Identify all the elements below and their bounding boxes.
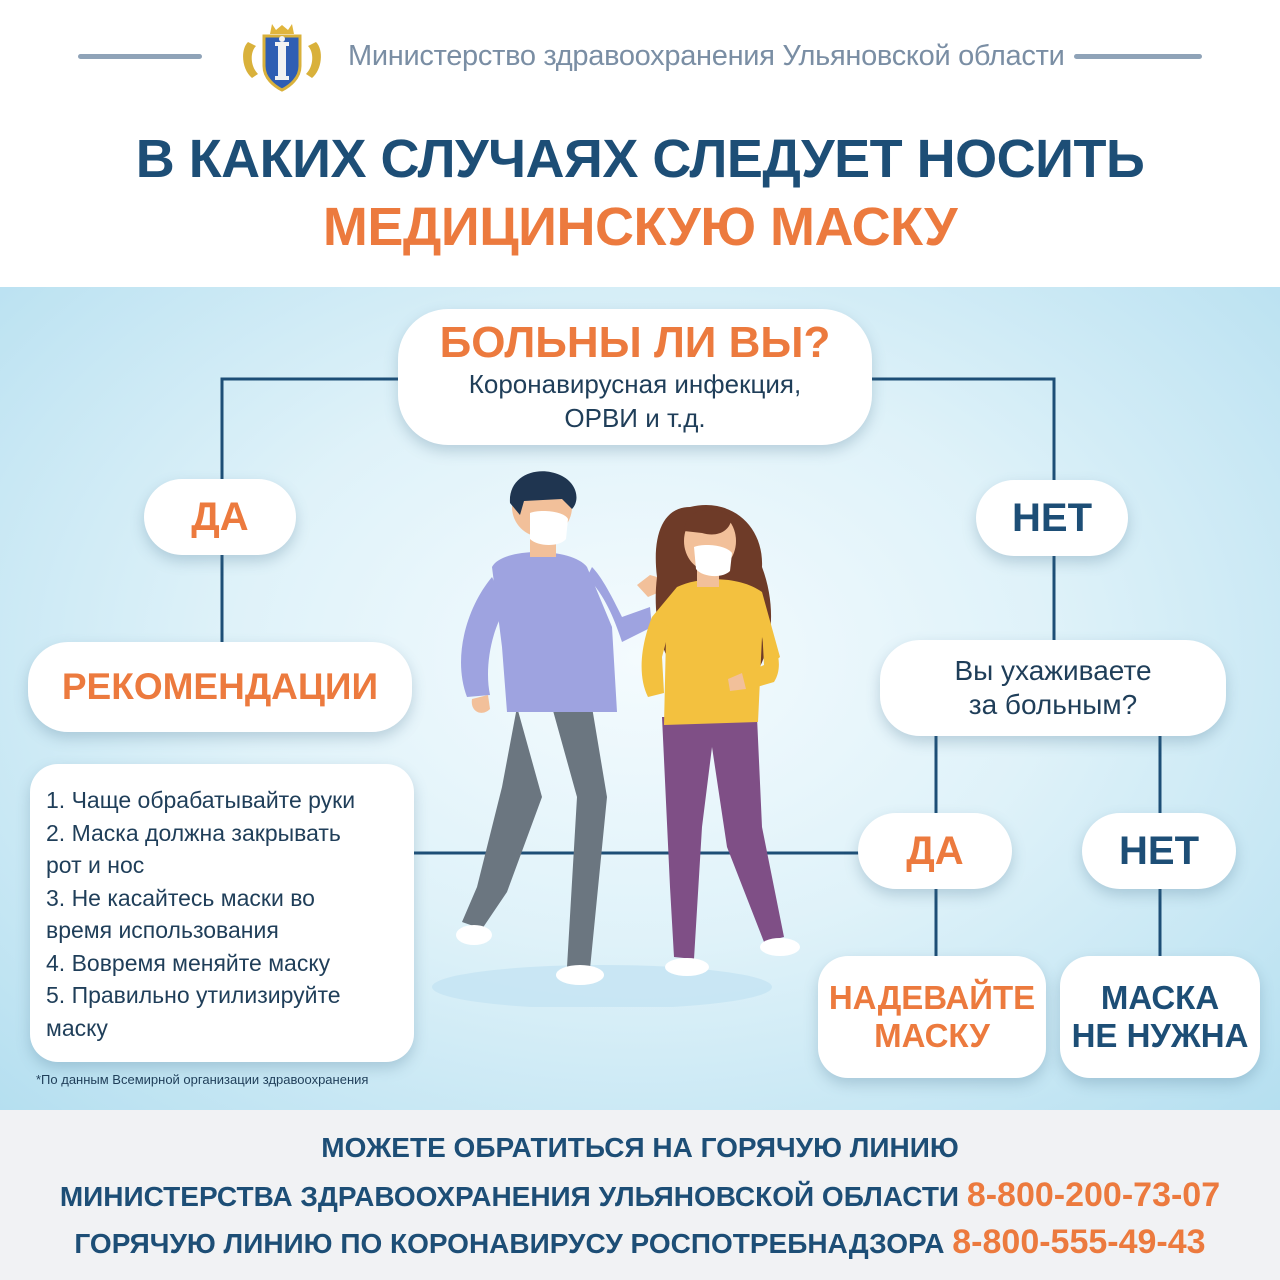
recommendation-item: время использования <box>46 917 279 943</box>
header-divider-left <box>78 54 202 59</box>
ministry-hotline <box>0 1176 1280 1215</box>
no-mask-line1: МАСКА <box>1100 979 1220 1016</box>
wear-mask-line2: МАСКУ <box>874 1017 990 1054</box>
page-title: В КАКИХ СЛУЧАЯХ СЛЕДУЕТ НОСИТЬ <box>135 129 1145 189</box>
question-subtitle-line2: ОРВИ и т.д. <box>564 403 706 433</box>
answer-yes-sick: ДА <box>144 479 296 555</box>
rospotrebnadzor-hotline-label: ГОРЯЧУЮ ЛИНИЮ ПО КОРОНАВИРУСУ РОСПОТРЕБНАДЗОРА <box>74 1228 945 1259</box>
care-question-line2: за больным? <box>968 689 1138 720</box>
recommendation-item: 3. Не касайтесь маски во <box>46 884 315 911</box>
recommendation-item: маску <box>46 1014 108 1041</box>
question-sick-box <box>398 309 872 445</box>
answer-yes-care: ДА <box>858 813 1012 889</box>
question-title: БОЛЬНЫ ЛИ ВЫ? <box>439 318 831 367</box>
answer-no-sick: НЕТ <box>976 480 1128 556</box>
hotline-intro: МОЖЕТЕ ОБРАТИТЬСЯ НА ГОРЯЧУЮ ЛИНИЮ <box>321 1132 959 1163</box>
wear-mask-line1: НАДЕВАЙТЕ <box>828 979 1036 1016</box>
wear-mask-result <box>818 956 1046 1078</box>
recommendation-item: 2. Маска должна закрывать <box>46 819 341 846</box>
rospotrebnadzor-hotline <box>0 1223 1280 1262</box>
recommendations-title: РЕКОМЕНДАЦИИ <box>28 642 412 732</box>
recommendations-list <box>30 764 414 1062</box>
flowchart-panel <box>0 287 1280 1110</box>
question-subtitle-line1: Коронавирусная инфекция, <box>468 369 802 399</box>
page-title-highlight: МЕДИЦИНСКУЮ МАСКУ <box>322 197 958 257</box>
recommendation-item: 1. Чаще обрабатывайте руки <box>46 787 356 813</box>
recommendation-item: 4. Вовремя меняйте маску <box>46 949 331 976</box>
no-mask-line2: НЕ НУЖНА <box>1071 1017 1249 1054</box>
coat-of-arms-icon <box>238 22 326 92</box>
answer-no-care: НЕТ <box>1082 813 1236 889</box>
ministry-hotline-label: МИНИСТЕРСТВА ЗДРАВООХРАНЕНИЯ УЛЬЯНОВСКОЙ ОБЛАСТИ <box>59 1181 960 1212</box>
rospotrebnadzor-hotline-phone[interactable]: 8-800-555-49-43 <box>952 1223 1206 1261</box>
care-question-box <box>880 640 1226 736</box>
footnote: *По данным Всемирной организации здравоохранения <box>36 1072 369 1087</box>
recommendation-item: 5. Правильно утилизируйте <box>46 982 341 1008</box>
care-question-line1: Вы ухаживаете <box>954 655 1152 686</box>
hotline-footer <box>0 1110 1280 1280</box>
no-mask-result <box>1060 956 1260 1078</box>
ministry-name: Министерство здравоохранения Ульяновской области <box>348 40 1065 72</box>
recommendation-item: рот и нос <box>46 852 145 878</box>
people-in-masks-illustration <box>412 467 812 1007</box>
header-divider-right <box>1074 54 1202 59</box>
ministry-hotline-phone[interactable]: 8-800-200-73-07 <box>966 1176 1221 1214</box>
